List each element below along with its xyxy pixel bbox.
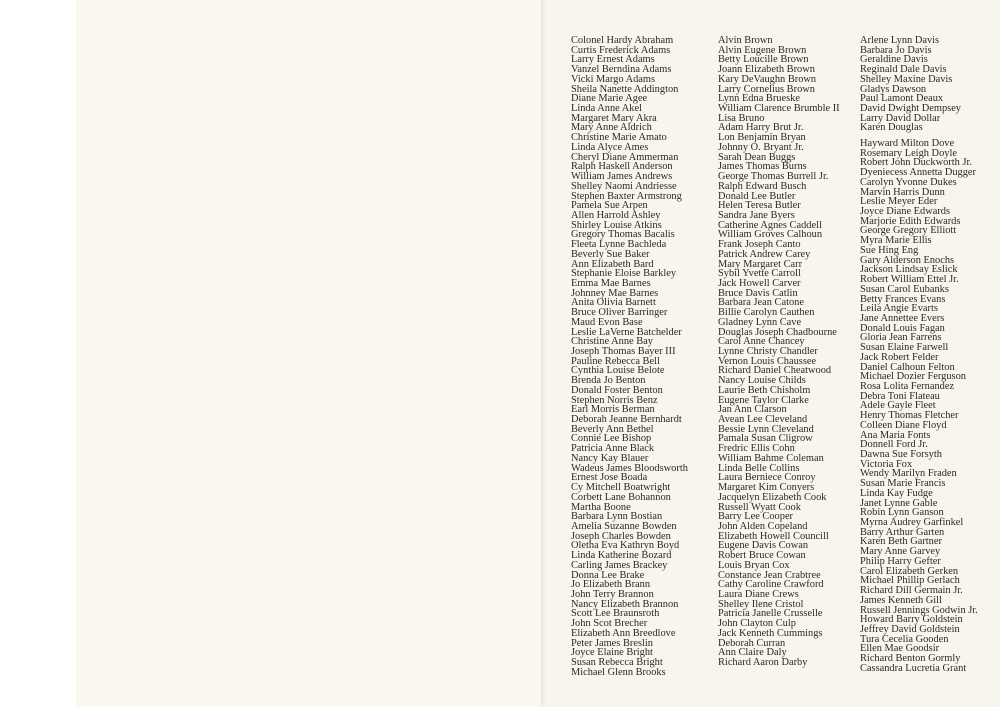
name-entry: Emma Mae Barnes — [571, 277, 651, 289]
name-entry: Betty Loucille Brown — [718, 54, 809, 66]
name-entry: Linda Anne Akel — [571, 103, 642, 115]
name-entry: Deborah Jeanne Bernhardt — [571, 414, 682, 426]
name-entry: Barbara Jo Davis — [860, 44, 932, 56]
name-entry: Colonel Hardy Abraham — [571, 35, 674, 46]
name-entry: Lynne Christy Chandler — [718, 346, 818, 357]
name-entry: Bruce Oliver Barringer — [571, 307, 668, 319]
name-entry: Maud Evon Base — [571, 316, 643, 328]
name-entry: Elizabeth Ann Breedlove — [571, 627, 676, 639]
name-entry: Laura Diane Crews — [718, 588, 799, 600]
name-entry: Linda Katherine Bozard — [571, 550, 672, 562]
name-entry: Donna Lee Brake — [571, 569, 645, 581]
name-entry: Larry Cornelius Brown — [718, 83, 815, 95]
name-entry: Richard Benton Gormly — [860, 653, 961, 665]
name-entry: Arlene Lynn Davis — [860, 35, 940, 46]
name-entry: Avean Lee Cleveland — [718, 414, 808, 426]
name-entry: Joseph Thomas Bayer III — [571, 346, 676, 357]
name-entry: Ana Maria Fonts — [860, 429, 931, 441]
name-entry: Alvin Eugene Brown — [718, 44, 807, 56]
name-entry: Fleeta Lynne Bachleda — [571, 239, 667, 251]
name-entry: George Thomas Burrell Jr. — [718, 171, 829, 183]
name-entry: Barry Lee Cooper — [718, 511, 794, 523]
name-entry: Richard Daniel Cheatwood — [718, 365, 832, 377]
name-entry: Michael Phillip Gerlach — [860, 575, 960, 587]
name-entry: Martha Boone — [571, 501, 631, 513]
name-entry: Susan Marie Francis — [860, 478, 946, 490]
name-entry: Leila Angie Evarts — [860, 303, 938, 315]
name-entry: Pamala Susan Cligrow — [718, 433, 813, 445]
name-entry: Ralph Edward Busch — [718, 180, 807, 192]
name-entry: Patricia Janelle Crusselle — [718, 608, 823, 620]
name-entry: Joann Elizabeth Brown — [718, 64, 815, 76]
name-entry: Scott Lee Braunsroth — [571, 608, 660, 620]
name-entry: Robert Bruce Cowan — [718, 550, 806, 562]
name-entry: Gloria Jean Farrens — [860, 332, 942, 344]
name-entry: Stephen Baxter Armstrong — [571, 190, 682, 202]
name-entry: Anita Olivia Barnett — [571, 297, 656, 309]
name-entry: Gladney Lynn Cave — [718, 316, 802, 328]
name-entry: Rosa Lolita Fernandez — [860, 380, 955, 392]
book-gutter — [541, 0, 547, 707]
name-entry: Vicki Margo Adams — [571, 73, 656, 85]
name-entry: Margaret Kim Conyers — [718, 482, 815, 494]
name-entry: Linda Kay Fudge — [860, 487, 933, 499]
name-entry: Christine Anne Bay — [571, 336, 653, 348]
name-entry: Douglas Joseph Chadbourne — [718, 326, 837, 338]
name-entry: Elizabeth Howell Councill — [718, 530, 829, 542]
name-entry: Catherine Agnes Caddell — [718, 219, 822, 231]
name-entry: Johnney Mae Barnes — [571, 287, 659, 299]
name-entry: George Gregory Elliott — [860, 225, 957, 237]
name-entry: Gladys Dawson — [860, 83, 927, 95]
name-entry: Eugene Taylor Clarke — [718, 394, 809, 406]
name-entry: Laurie Beth Chisholm — [718, 384, 811, 396]
name-entry: Adele Gayle Fleet — [860, 400, 936, 412]
name-entry: Mary Anne Aldrich — [571, 122, 652, 134]
name-entry: Hayward Milton Dove — [860, 138, 955, 149]
name-entry: Myrna Audrey Garfinkel — [860, 517, 964, 529]
name-entry: Ernest Jose Boada — [571, 472, 648, 484]
name-entry: Sue Hing Eng — [860, 244, 919, 256]
name-entry: Alvin Brown — [718, 35, 773, 46]
name-entry: Laura Berniece Conroy — [718, 472, 816, 484]
name-entry: Cy Mitchell Boatwright — [571, 482, 671, 494]
name-entry: Paul Lamont Deaux — [860, 93, 944, 105]
name-entry: Nancy Elizabeth Brannon — [571, 598, 679, 610]
name-entry: Jacquelyn Elizabeth Cook — [718, 491, 827, 503]
name-entry: John Clayton Culp — [718, 618, 796, 630]
name-entry: Susan Carol Eubanks — [860, 283, 949, 295]
name-entry: Frank Joseph Canto — [718, 239, 801, 251]
name-entry: Adam Harry Brut Jr. — [718, 122, 804, 134]
name-column-1 — [571, 36, 688, 677]
name-entry: William James Andrews — [571, 171, 673, 183]
name-entry: Pamela Sue Arpen — [571, 200, 648, 212]
name-entry: Robin Lynn Ganson — [860, 507, 944, 519]
name-entry: Billie Carolyn Cauthen — [718, 307, 815, 319]
name-entry: Ann Elizabeth Bard — [571, 258, 654, 270]
name-entry: Stephanie Eloise Barkley — [571, 268, 677, 280]
name-entry: Jack Kenneth Cummings — [718, 627, 823, 639]
name-entry: Ralph Haskell Anderson — [571, 161, 673, 173]
name-entry: Allen Harrold Ashley — [571, 209, 661, 221]
name-entry: Jeffrey David Goldstein — [860, 623, 960, 635]
name-entry: Shirley Louise Atkins — [571, 219, 662, 231]
name-entry: Shelley Naomi Andriesse — [571, 180, 677, 192]
name-entry: James Thomas Burns — [718, 161, 807, 173]
name-entry: Christine Marie Amato — [571, 132, 667, 144]
name-entry: Jane Annettee Evers — [860, 312, 945, 324]
name-entry: Geraldine Davis — [860, 54, 928, 66]
name-entry: Karen Beth Gartner — [860, 536, 942, 548]
name-entry: Karen Douglas — [860, 122, 923, 134]
name-entry: Oletha Eva Kathryn Boyd — [571, 540, 680, 552]
name-entry: Barry Arthur Garten — [860, 526, 945, 538]
name-entry: William Groves Calhoun — [718, 229, 823, 241]
name-entry: Sandra Jane Byers — [718, 209, 795, 221]
name-entry: James Kenneth Gill — [860, 594, 942, 606]
name-entry: Gregory Thomas Bacalis — [571, 229, 675, 241]
name-entry: Ellen Mae Goodsir — [860, 643, 940, 655]
name-entry: Russell Jennings Godwin Jr. — [860, 604, 978, 616]
name-entry: Dawna Sue Forsyth — [860, 449, 942, 460]
name-entry: William Bahme Coleman — [718, 452, 824, 464]
name-entry: Shelley Ilene Cristol — [718, 598, 804, 610]
name-entry: Betty Frances Evans — [860, 293, 946, 305]
name-entry: Lynn Edna Brueske — [718, 93, 800, 105]
name-entry: Amelia Suzanne Bowden — [571, 520, 677, 532]
name-entry: Lon Benjamin Bryan — [718, 132, 806, 144]
name-column-2 — [718, 36, 840, 668]
name-entry: Robert John Duckworth Jr. — [860, 157, 972, 169]
name-entry: Jack Howell Carver — [718, 277, 801, 289]
name-entry: Constance Jean Crabtree — [718, 569, 821, 581]
name-entry: Earl Morris Berman — [571, 404, 655, 416]
name-entry: Colleen Diane Floyd — [860, 419, 947, 431]
name-entry: Gary Alderson Enochs — [860, 254, 955, 266]
name-entry: Cassandra Lucretia Grant — [860, 662, 967, 674]
name-entry: Reginald Dale Davis — [860, 64, 947, 76]
name-entry: John Terry Brannon — [571, 588, 654, 600]
name-column-3-bottom — [860, 139, 978, 674]
name-entry: Pauline Rebecca Bell — [571, 355, 660, 367]
name-entry: Barbara Jean Catone — [718, 297, 804, 309]
name-entry: Jackson Lindsay Eslick — [860, 264, 958, 276]
name-entry: Vernon Louis Chaussee — [718, 355, 817, 367]
name-entry: Carling James Brackey — [571, 559, 668, 571]
name-entry: Susan Rebecca Bright — [571, 657, 663, 668]
name-entry: Johnny O. Bryant Jr. — [718, 141, 804, 153]
name-entry: Patricia Anne Black — [571, 443, 655, 455]
name-entry: Mary Margaret Carr — [718, 258, 803, 270]
name-entry: Larry Ernest Adams — [571, 54, 655, 66]
name-entry: Patrick Andrew Carey — [718, 248, 811, 260]
name-entry: Cynthia Louise Belote — [571, 365, 665, 377]
name-entry: Janet Lynne Gable — [860, 497, 938, 509]
name-entry: Nancy Kay Blauer — [571, 452, 649, 464]
name-entry: Vanzel Berndina Adams — [571, 64, 672, 76]
name-entry: Linda Alyce Ames — [571, 141, 649, 153]
name-entry: Daniel Calhoun Felton — [860, 361, 955, 373]
name-entry: Susan Elaine Farwell — [860, 342, 949, 354]
name-entry: John Alden Copeland — [718, 520, 808, 532]
name-entry: Cathy Caroline Crawford — [718, 579, 824, 591]
name-entry: Larry David Dollar — [860, 112, 941, 124]
name-entry: Corbett Lane Bohannon — [571, 491, 671, 503]
name-entry: Brenda Jo Benton — [571, 375, 646, 387]
name-entry: David Dwight Dempsey — [860, 103, 962, 115]
name-entry: Linda Belle Collins — [718, 462, 800, 474]
name-entry: Michael Dozier Ferguson — [860, 371, 966, 383]
name-entry: William Clarence Brumble II — [718, 103, 840, 115]
name-entry: Lisa Bruno — [718, 112, 765, 124]
name-entry: Connie Lee Bishop — [571, 433, 652, 445]
name-entry: Kary DeVaughn Brown — [718, 73, 817, 85]
name-entry: Russell Wyatt Cook — [718, 501, 801, 513]
name-entry: Richard Dill Germain Jr. — [860, 585, 963, 597]
name-entry: Mary Anne Garvey — [860, 546, 941, 558]
name-entry: Debra Toni Flateau — [860, 390, 940, 402]
name-entry: Fredric Ellis Cohn — [718, 443, 795, 455]
name-entry: Myra Marie Ellis — [860, 235, 932, 247]
name-entry: Joyce Diane Edwards — [860, 206, 951, 218]
name-entry: Curtis Frederick Adams — [571, 44, 671, 56]
name-entry: Peter James Breslin — [571, 637, 653, 649]
name-entry: Ann Claire Daly — [718, 647, 787, 659]
name-entry: Beverly Sue Baker — [571, 248, 650, 260]
name-entry: Nancy Louise Childs — [718, 375, 806, 387]
name-entry: Eugene Davis Cowan — [718, 540, 809, 552]
name-entry: Tura Cecelia Gooden — [860, 633, 949, 645]
name-entry: Stephen Norris Benz — [571, 394, 658, 406]
name-entry: Louis Bryan Cox — [718, 559, 790, 571]
name-entry: Victoria Fox — [860, 458, 913, 470]
name-entry: Jo Elizabeth Brann — [571, 579, 651, 591]
name-entry: Carol Anne Chancey — [718, 336, 805, 348]
name-entry: Henry Thomas Fletcher — [860, 410, 959, 422]
left-page-blank — [76, 0, 543, 707]
name-entry: Wadeus James Bloodsworth — [571, 462, 688, 474]
name-entry: Cheryl Diane Ammerman — [571, 151, 679, 163]
name-entry: Margaret Mary Akra — [571, 112, 657, 124]
name-entry: Donald Lee Butler — [718, 190, 796, 202]
name-entry: Dyeniecess Annetta Dugger — [860, 167, 976, 179]
name-entry: Bessie Lynn Cleveland — [718, 423, 814, 435]
name-entry: Marvin Harris Dunn — [860, 186, 945, 198]
name-entry: Richard Aaron Darby — [718, 657, 808, 668]
name-entry: Donald Foster Benton — [571, 384, 663, 396]
name-entry: Beverly Ann Bethel — [571, 423, 654, 435]
name-entry: Jan Ann Clarson — [718, 404, 787, 416]
name-entry: Deborah Curran — [718, 637, 786, 649]
name-entry: Barbara Lynn Bostian — [571, 511, 663, 523]
name-entry: John Scot Brecher — [571, 618, 648, 630]
name-entry: Joseph Charles Bowden — [571, 530, 671, 542]
name-entry: Michael Glenn Brooks — [571, 666, 666, 678]
name-entry: Philip Harry Gefter — [860, 555, 941, 567]
name-entry: Jack Robert Felder — [860, 351, 939, 363]
name-entry: Howard Barry Goldstein — [860, 614, 963, 626]
name-entry: Helen Teresa Butler — [718, 200, 801, 212]
name-entry: Carol Elizabeth Gerken — [860, 565, 959, 577]
name-entry: Bruce Davis Catlin — [718, 287, 798, 299]
name-entry: Marjorie Edith Edwards — [860, 215, 961, 227]
name-entry: Donald Louis Fagan — [860, 322, 945, 334]
name-column-3-top — [860, 36, 961, 133]
name-entry: Rosemary Leigh Doyle — [860, 147, 957, 159]
name-entry: Donnell Ford Jr. — [860, 439, 928, 451]
name-entry: Robert William Ettel Jr. — [860, 274, 959, 286]
name-entry: Carolyn Yvonne Dukes — [860, 176, 957, 188]
name-entry: Sheila Nanette Addington — [571, 83, 679, 95]
name-entry: Wendy Marilyn Fraden — [860, 468, 957, 480]
name-entry: Sybil Yvette Carroll — [718, 268, 801, 280]
name-entry: Leslie Meyer Eder — [860, 196, 938, 208]
name-entry: Diane Marie Agee — [571, 93, 648, 105]
name-entry: Shelley Maxine Davis — [860, 73, 953, 85]
name-entry: Sarah Dean Buggs — [718, 151, 796, 163]
name-entry: Joyce Elaine Bright — [571, 647, 653, 659]
name-entry: Leslie LaVerne Batchelder — [571, 326, 682, 338]
